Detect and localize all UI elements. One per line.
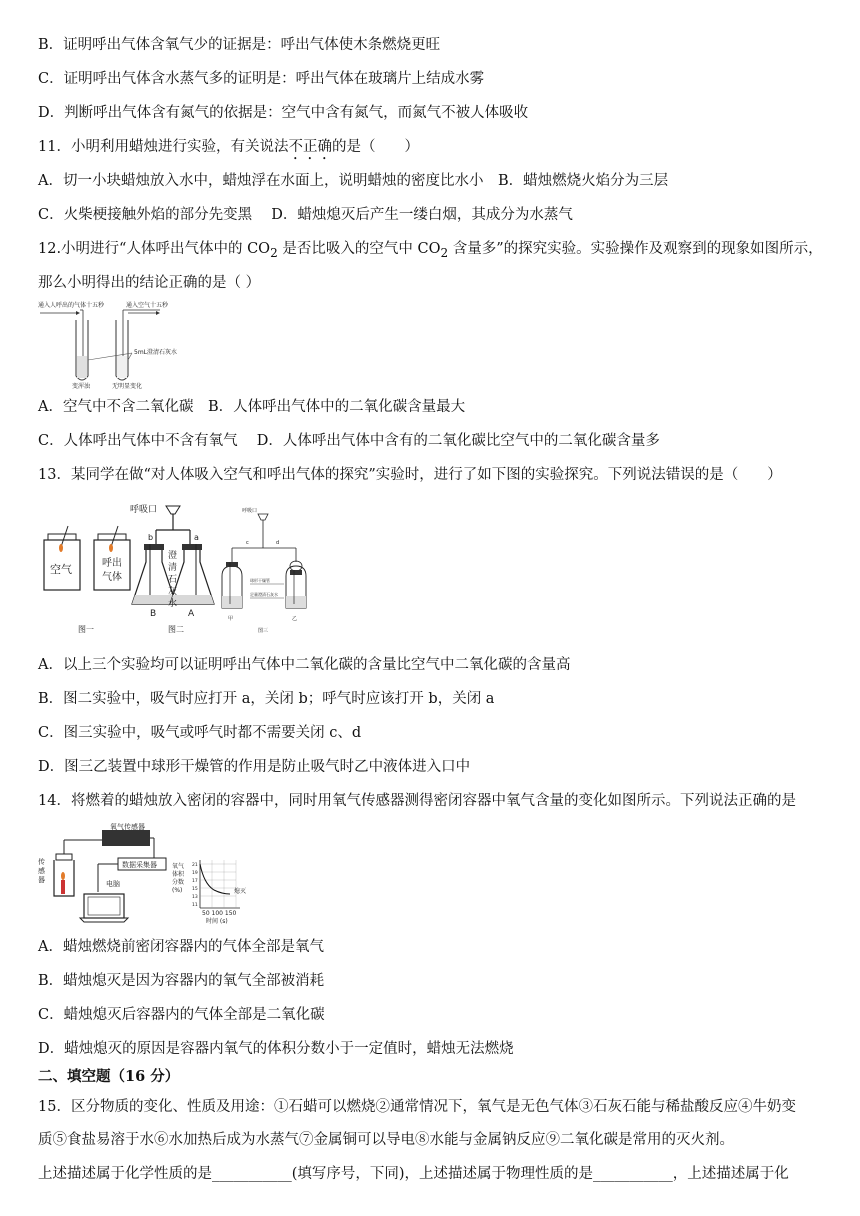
svg-text:澄: 澄: [168, 551, 178, 561]
caption-fig2: 图二: [168, 625, 184, 634]
q12-options-ab: A．空气中不含二氧化碳 B．人体呼出气体中的二氧化碳含量最大: [38, 399, 466, 415]
svg-text:石: 石: [168, 575, 178, 585]
q10-option-c: C．证明呼出气体含水蒸气多的证明是：呼出气体在玻璃片上结成水雾: [38, 71, 485, 87]
q13-figure3: [210, 500, 320, 640]
caption-fig1: 图一: [78, 625, 94, 634]
q11-stem: 11．小明利用蜡烛进行实验，有关说法不正确的是（ ）: [38, 139, 419, 155]
svg-text:11: 11: [192, 903, 198, 908]
svg-text:氧气: 氧气: [172, 863, 185, 870]
q14-stem: 14．将燃着的蜡烛放入密闭的容器中，同时用氧气传感器测得密闭容器中氧气含量的变化如图所示。下列说法正确的是: [38, 793, 796, 809]
q10-option-b: B．证明呼出气体含氧气少的证据是：呼出气体使木条燃烧更旺: [38, 37, 441, 53]
svg-text:传: 传: [38, 858, 45, 866]
svg-text:b: b: [148, 533, 154, 542]
q12-stem-line2: 那么小明得出的结论正确的是（ ）: [38, 275, 261, 291]
svg-text:呼吸口: 呼吸口: [130, 505, 158, 515]
svg-text:c: c: [246, 540, 249, 546]
caption-fig3: 图三: [258, 628, 269, 634]
label-data-collector: 数据采集器: [122, 861, 157, 869]
svg-text:体积: 体积: [172, 871, 185, 878]
q12-stem: 12.小明进行“人体呼出气体中的 $CO_2$ 是否比吸入的空气中 $CO_2$ 含量多”的探究实验。实验操作及观察到的现象如图所示，: [38, 241, 823, 260]
label-computer: 电脑: [106, 880, 120, 888]
label-turbid: 变浑浊: [72, 383, 91, 390]
svg-text:(%): (%): [172, 887, 183, 894]
q12-options-cd: C．人体呼出气体中不含有氧气 D．人体呼出气体中含有的二氧化碳比空气中的二氧化碳含量多: [38, 433, 660, 449]
svg-text:21: 21: [192, 863, 198, 868]
q15-stem-line2: 质⑤食盐易溶于水⑥水加热后成为水蒸气⑦金属铜可以导电⑧水能与金属钠反应⑨二氧化碳是常用的灭火剂。: [38, 1132, 734, 1148]
q14-option-b: B．蜡烛熄灭是因为容器内的氧气全部被消耗: [38, 973, 325, 989]
q12-figure: [36, 298, 206, 390]
svg-text:空气: 空气: [50, 563, 72, 576]
svg-text:50 100 150: 50 100 150: [202, 910, 237, 917]
svg-text:分数: 分数: [172, 879, 185, 886]
q14-option-d: D．蜡烛熄灭的原因是容器内氧气的体积分数小于一定值时，蜡烛无法燃烧: [38, 1041, 514, 1057]
svg-text:13: 13: [192, 895, 198, 900]
q13-option-d: D．图三乙装置中球形干燥管的作用是防止吸气时乙中液体进入口中: [38, 759, 471, 775]
q10-option-d: D．判断呼出气体含有氮气的依据是：空气中含有氮气，而氮气不被人体吸收: [38, 105, 529, 121]
section-heading: 二、填空题（16 分）: [38, 1068, 180, 1085]
svg-text:B: B: [150, 609, 157, 619]
svg-text:15: 15: [192, 887, 198, 892]
label-no-change: 无明显变化: [112, 383, 143, 390]
q13-option-b: B．图二实验中，吸气时应打开 a，关闭 b；呼气时应该打开 b，关闭 a: [38, 691, 495, 707]
svg-text:足量澄清石灰水: 足量澄清石灰水: [250, 592, 278, 597]
q15-stem-line1: 15．区分物质的变化、性质及用途：①石蜡可以燃烧②通常情况下，氧气是无色气体③石灰石能与稀盐酸反应④牛奶变: [38, 1099, 796, 1115]
q13-stem: 13．某同学在做“对人体吸入空气和呼出气体的探究”实验时，进行了如下图的实验探究。下列说法错误的是（ ）: [38, 467, 782, 483]
svg-text:气体: 气体: [102, 572, 122, 583]
oxygen-chart: [172, 860, 246, 925]
svg-text:19: 19: [192, 871, 198, 876]
svg-text:器: 器: [38, 876, 45, 884]
emphasis-text: 不正确: [288, 139, 332, 155]
svg-text:呼吸口: 呼吸口: [242, 508, 258, 514]
fig1-exhaled-bottle: [94, 526, 130, 590]
q13-option-a: A．以上三个实验均可以证明呼出气体中二氧化碳的含量比空气中二氧化碳的含量高: [38, 657, 571, 673]
svg-text:水: 水: [168, 599, 178, 609]
svg-text:呼出: 呼出: [102, 558, 122, 569]
svg-text:熄灭: 熄灭: [234, 888, 247, 895]
label-exhaled-gas: 通入人呼出的气体十五秒: [38, 302, 105, 309]
svg-text:甲: 甲: [228, 616, 234, 622]
q14-option-a: A．蜡烛燃烧前密闭容器内的气体全部是氧气: [38, 939, 324, 955]
svg-text:17: 17: [192, 879, 198, 884]
svg-text:乙: 乙: [292, 616, 298, 622]
q14-option-c: C．蜡烛熄灭后容器内的气体全部是二氧化碳: [38, 1007, 325, 1023]
svg-text:清: 清: [168, 563, 178, 573]
svg-text:球形干燥管: 球形干燥管: [250, 578, 270, 583]
q15-stem-line3: 上述描述属于化学性质的是___________(填写序号，下同)，上述描述属于物理性质的是___________，上述描述属于化: [38, 1166, 789, 1182]
q13-option-c: C．图三实验中，吸气或呼气时都不需要关闭 c、d: [38, 725, 362, 741]
fig1-air-bottle: [44, 526, 80, 590]
fig2-apparatus: [130, 503, 214, 619]
q11-options-cd: C．火柴梗接触外焰的部分先变黑 D．蜡烛熄灭后产生一缕白烟，其成分为水蒸气: [38, 207, 573, 223]
svg-text:时间 (s): 时间 (s): [206, 918, 228, 925]
svg-text:d: d: [276, 540, 280, 546]
svg-text:a: a: [194, 533, 199, 542]
svg-text:灰: 灰: [168, 587, 178, 597]
svg-text:感: 感: [38, 867, 45, 875]
q11-options-ab: A．切一小块蜡烛放入水中，蜡烛浮在水面上，说明蜡烛的密度比水小 B．蜡烛燃烧火焰分为三层: [38, 173, 669, 189]
svg-text:A: A: [188, 609, 195, 619]
label-limewater: 5mL澄清石灰水: [134, 349, 178, 356]
label-air: 通入空气十五秒: [126, 302, 169, 309]
q14-figure: [38, 820, 264, 926]
label-oxygen-sensor: 氧气传感器: [110, 823, 145, 831]
